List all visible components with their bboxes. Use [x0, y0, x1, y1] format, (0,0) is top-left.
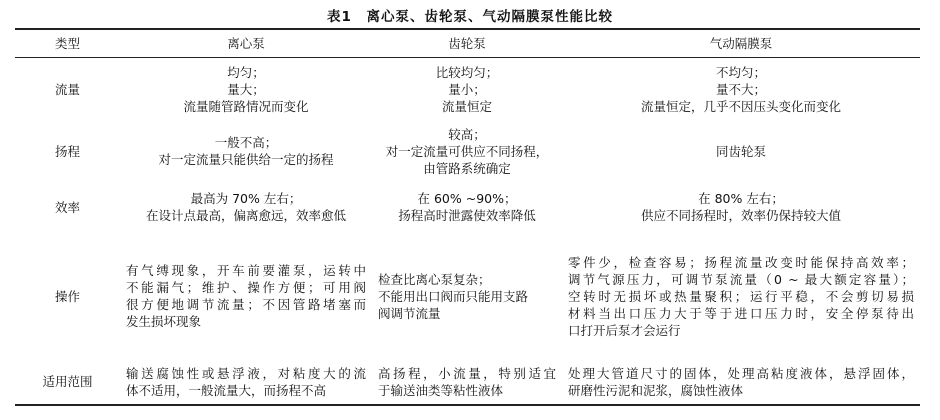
table-row	[15, 233, 920, 359]
cell-line: 高扬程，小流量，特别适宜	[378, 365, 556, 381]
cell-line: 最高为 70% 左右；	[190, 191, 302, 206]
cell-line: 材料当出口压力大于等于进口压力时，安全停泵待出	[568, 305, 914, 321]
cell-line: 均匀；	[227, 64, 265, 80]
cell-line: 零件少，检查容易；扬程流量改变时能保持高效率；	[568, 254, 914, 270]
cell-line: 输送腐蚀性或悬浮液，对粘度大的流	[126, 365, 366, 381]
cell-line: 对一定流量只能供给一定的扬程	[158, 152, 334, 167]
cell-line: 一般不高；	[214, 135, 278, 150]
table-row	[15, 359, 920, 405]
cell-gear	[372, 57, 562, 121]
table-row	[15, 57, 920, 121]
header-row	[15, 29, 920, 57]
cell-gear	[372, 181, 562, 233]
cell-line: 量不大；	[715, 81, 766, 97]
cell-line: 研磨性污泥和泥浆，腐蚀性液体	[568, 382, 744, 398]
cell-line: 同齿轮泵	[715, 143, 766, 159]
table-row	[15, 121, 920, 181]
cell-line: 检查比离心泵复杂；	[378, 271, 491, 287]
cell-line: 量小；	[448, 81, 486, 97]
cell-centrifugal	[120, 233, 372, 359]
header-diaphragm: 气动隔膜泵	[709, 35, 773, 51]
cell-line: 在 60% ~90%；	[417, 191, 517, 206]
cell-diaphragm	[562, 359, 920, 405]
header-type: 类型	[54, 35, 80, 51]
cell-line: 量大；	[227, 81, 265, 97]
cell-diaphragm	[562, 181, 920, 233]
cell-line: 较高；	[448, 126, 486, 142]
cell-line: 体不适用，一般流量大，而扬程不高	[126, 382, 327, 398]
cell-centrifugal	[120, 57, 372, 121]
row-label: 扬程	[54, 143, 80, 159]
cell-line: 供应不同扬程时，效率仍保持较大值	[640, 208, 841, 223]
cell-diaphragm	[562, 121, 920, 181]
header-centrifugal: 离心泵	[227, 35, 265, 51]
table-row	[15, 181, 920, 233]
cell-line: 不均匀；	[715, 64, 766, 80]
cell-line: 不能用出口阀而只能用支路	[378, 288, 529, 304]
header-gear: 齿轮泵	[448, 35, 486, 51]
cell-diaphragm	[562, 57, 920, 121]
row-label: 操作	[54, 288, 80, 304]
cell-line: 于输送油类等粘性液体	[378, 382, 504, 398]
cell-line: 不能漏气；维护、操作方便；可用阀	[126, 280, 366, 295]
cell-line: 流量随管路情况而变化	[183, 98, 309, 114]
cell-line: 扬程高时泄露使效率降低	[398, 208, 536, 223]
cell-line: 发生损坏现象	[126, 314, 202, 329]
cell-centrifugal	[120, 359, 372, 405]
cell-line: 有气缚现象，开车前要灌泵，运转中	[126, 263, 366, 278]
cell-gear	[372, 359, 562, 405]
cell-gear	[372, 233, 562, 359]
cell-line: 流量恒定，几乎不因压头变化而变化	[640, 98, 841, 114]
cell-diaphragm	[562, 233, 920, 359]
cell-line: 阀调节流量	[378, 305, 441, 321]
cell-centrifugal	[120, 121, 372, 181]
cell-line: 调节气源压力，可调节泵流量（0 ~ 最大额定容量）；	[568, 271, 914, 287]
cell-line: 比较均匀；	[435, 64, 499, 80]
table-title: 表1 离心泵、齿轮泵、气动隔膜泵性能比较	[327, 9, 613, 25]
cell-line: 口打开后泵才会运行	[568, 322, 681, 338]
cell-line: 对一定流量可供应不同扬程，	[385, 143, 549, 159]
cell-line: 在设计点最高，偏离愈远，效率愈低	[145, 208, 346, 223]
cell-line: 空转时无损坏或热量聚积；运行平稳，不会剪切易损	[568, 288, 914, 304]
cell-gear	[372, 121, 562, 181]
cell-line: 处理大管道尺寸的固体，处理高粘度液体，悬浮固体，	[568, 365, 914, 381]
comparison-table	[15, 28, 920, 406]
cell-line: 在 80% 左右；	[698, 191, 784, 206]
cell-line: 由管路系统确定	[423, 160, 511, 176]
cell-centrifugal	[120, 181, 372, 233]
cell-line: 流量恒定	[441, 98, 492, 114]
row-label: 效率	[54, 199, 80, 215]
row-label: 适用范围	[42, 374, 93, 389]
cell-line: 很方便地调节流量；不因管路堵塞而	[126, 297, 366, 312]
row-label: 流量	[54, 81, 80, 97]
